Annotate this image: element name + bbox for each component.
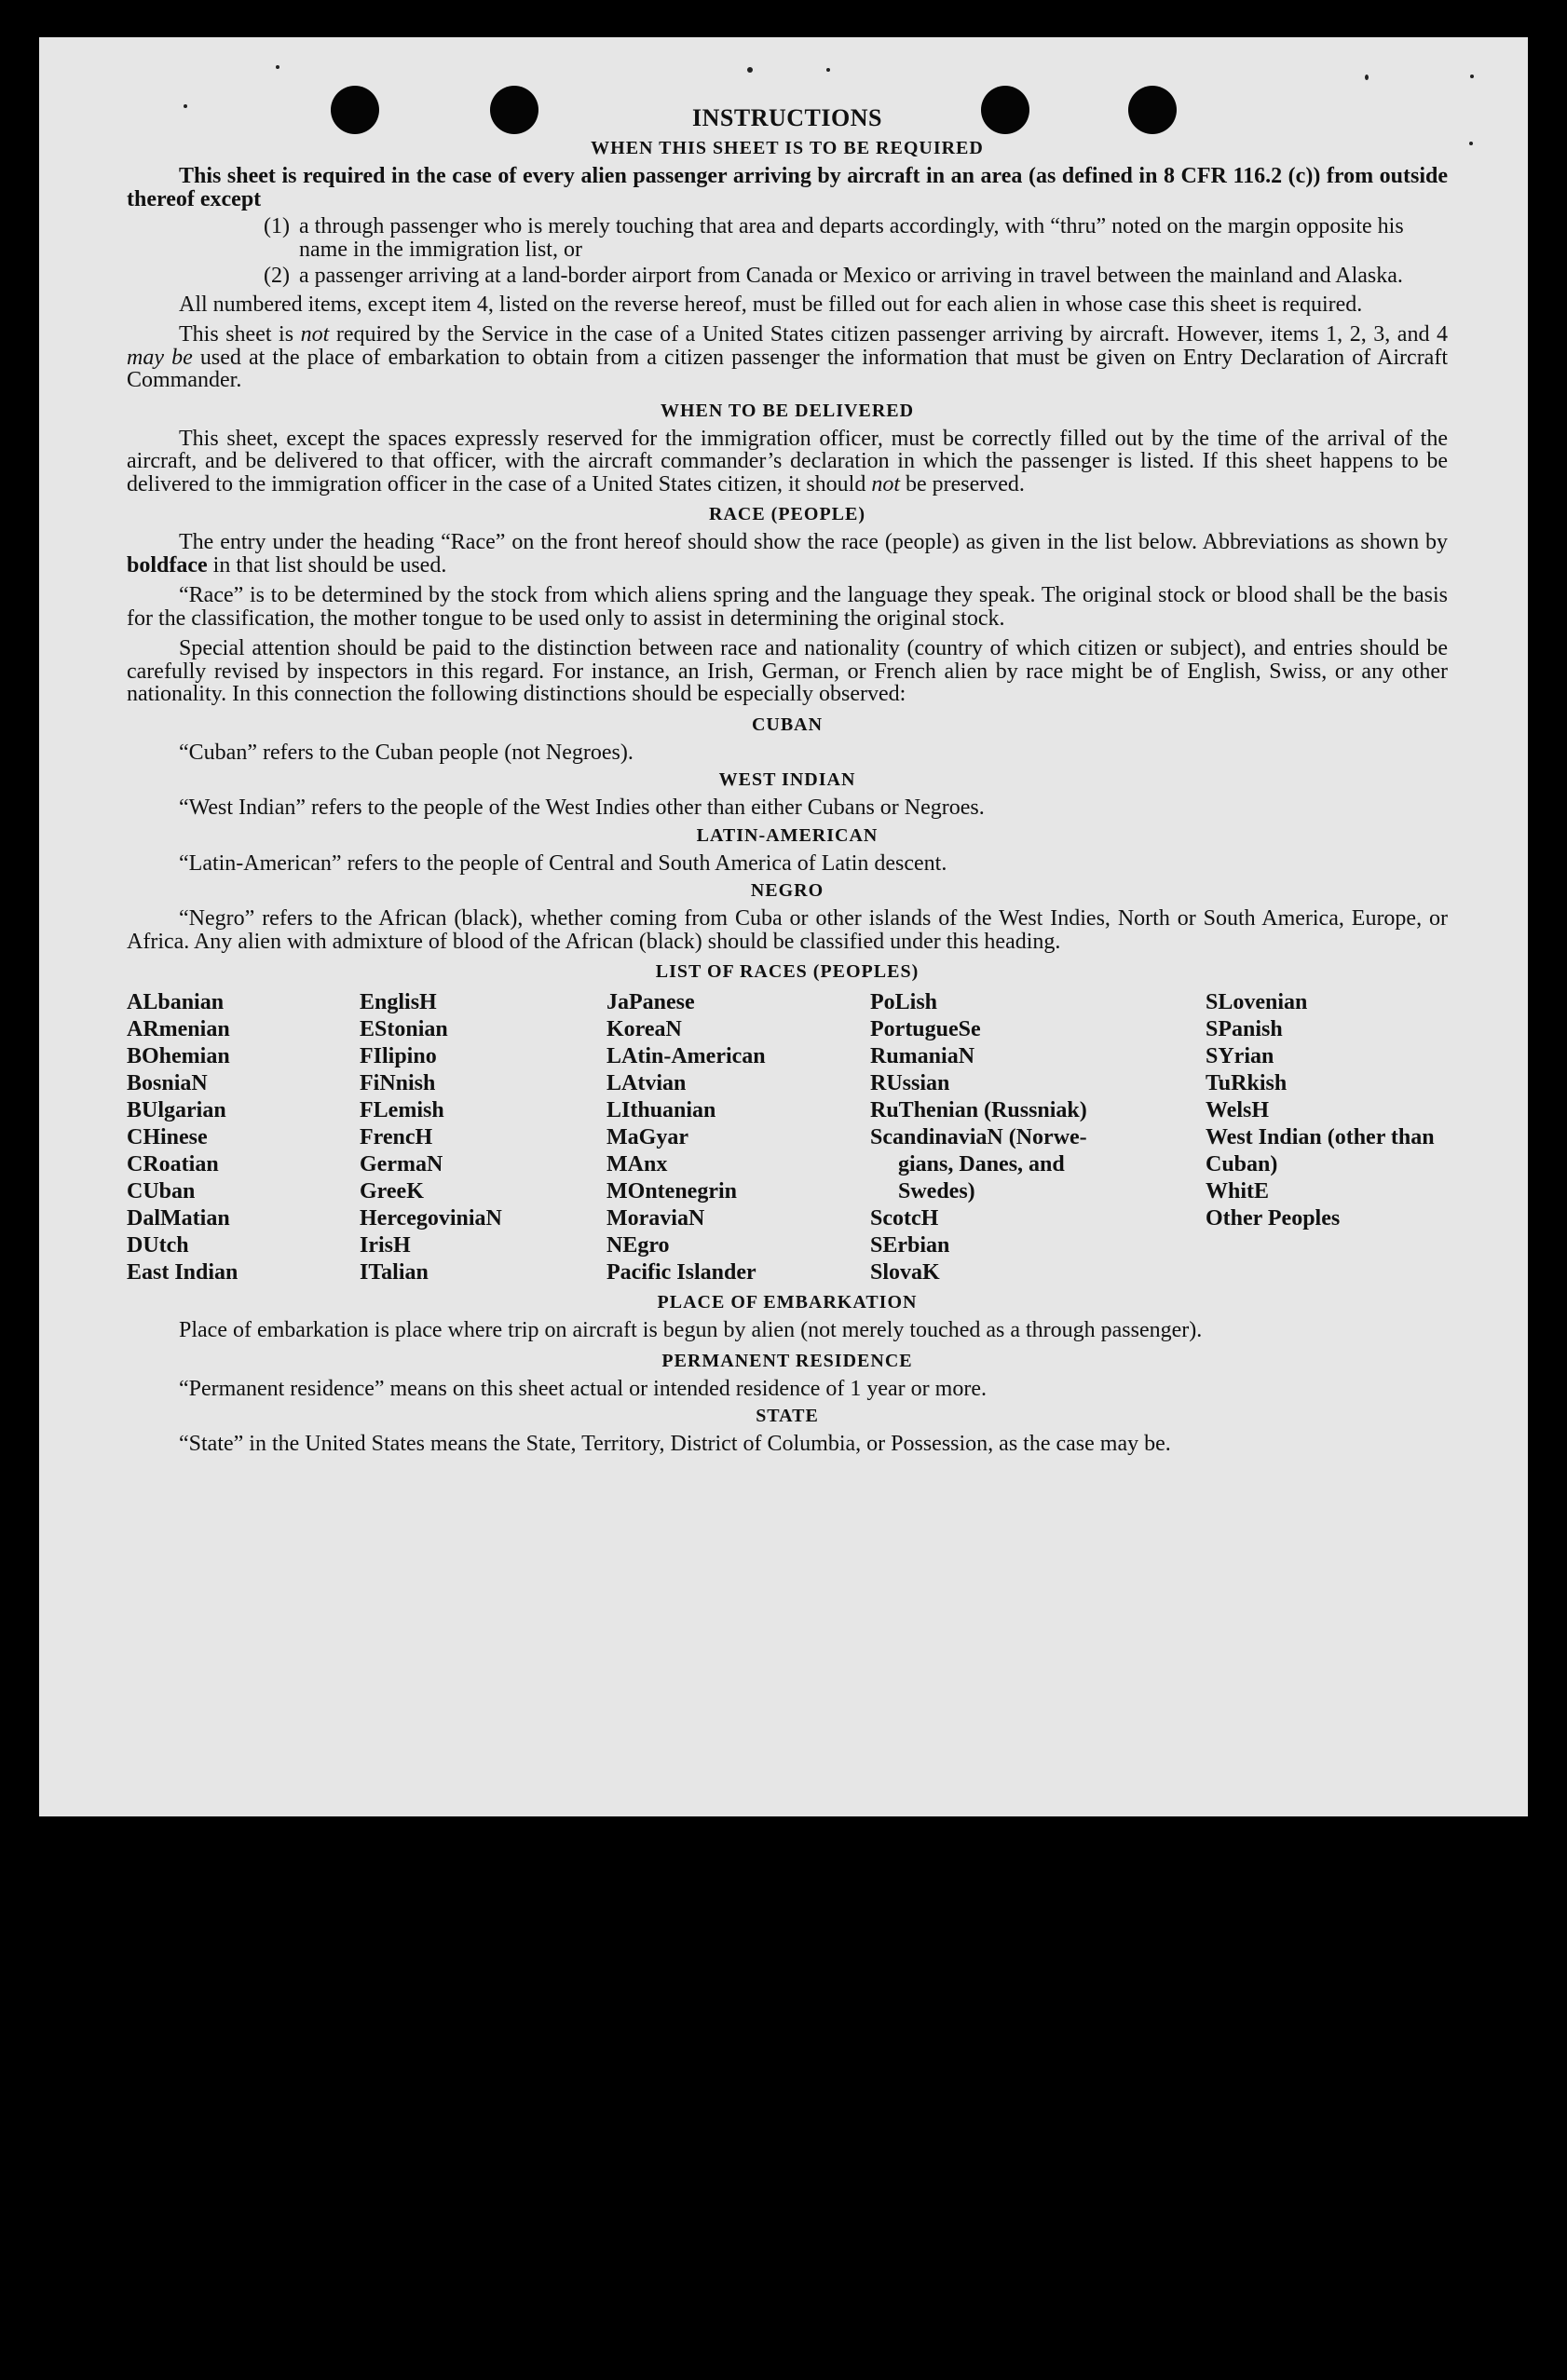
race-entry: MOntenegrin: [606, 1179, 737, 1204]
race-entry: GermaN: [360, 1152, 443, 1176]
section-heading-delivered: WHEN TO BE DELIVERED: [660, 400, 915, 421]
race-entry: WhitE: [1206, 1179, 1270, 1204]
race-entry: Swedes): [898, 1179, 975, 1204]
race-entry: JaPanese: [606, 990, 695, 1014]
paragraph-residence: “Permanent residence” means on this sheet actual or intended residence of 1 year or more.: [179, 1376, 987, 1401]
races-column: [1206, 989, 1446, 1286]
race-entry: BUlgarian: [127, 1098, 226, 1122]
race-entry: MoraviaN: [606, 1206, 705, 1231]
paragraph-race-3: Special attention should be paid to the distinction between race and nationality (country of which citizen or subject), and entries should be carefully revised by inspectors in this regard. For instance, an Irish, German, or French alien by race might be of English, Swiss, or any other nationality. In this connection the following distinctions should be especially observed:: [127, 636, 1448, 706]
race-entry: NEgro: [606, 1233, 670, 1258]
race-entry: CRoatian: [127, 1152, 219, 1176]
race-entry: gians, Danes, and: [898, 1152, 1065, 1176]
section-heading-state: STATE: [756, 1406, 819, 1426]
exception-item: [127, 265, 1448, 288]
race-entry: LIthuanian: [606, 1098, 716, 1122]
paragraph-negro: “Negro” refers to the African (black), whether coming from Cuba or other islands of the West Indies, North or South America, Europe, or Africa. Any alien with admixture of blood of the African (black) should be classified under this heading.: [127, 906, 1448, 954]
speck: [1469, 142, 1473, 145]
race-entry: PoLish: [870, 990, 938, 1014]
exception-number: (1): [264, 214, 290, 238]
race-entry: MaGyar: [606, 1125, 688, 1149]
section-heading-latin-american: LATIN-AMERICAN: [696, 824, 879, 846]
race-entry: West Indian (other than Cuban): [1206, 1125, 1435, 1176]
exception-number: (2): [264, 264, 290, 288]
race-entry: BosniaN: [127, 1071, 208, 1095]
race-entry: ScandinaviaN (Norwe-: [870, 1125, 1087, 1149]
race-entry: FLemish: [360, 1098, 444, 1122]
section-heading-west-indian: WEST INDIAN: [718, 769, 856, 790]
race-entry: East Indian: [127, 1260, 238, 1285]
race-entry: CHinese: [127, 1125, 208, 1149]
section-heading-negro: NEGRO: [750, 880, 824, 901]
speck: [1365, 75, 1369, 80]
races-column: [360, 989, 606, 1286]
race-entry: FIlipino: [360, 1044, 437, 1068]
race-entry: SLovenian: [1206, 990, 1308, 1014]
document-sheet: [39, 37, 1528, 1816]
race-entry: HercegoviniaN: [360, 1206, 502, 1231]
section-heading-cuban: CUBAN: [751, 714, 824, 735]
race-entry: SErbian: [870, 1233, 950, 1258]
paragraph-required: This sheet is required in the case of every alien passenger arriving by aircraft in an area (as defined in 8 CFR 116.2 (c)) from outside thereof except: [127, 164, 1448, 211]
races-column: [870, 989, 1206, 1286]
race-entry: SYrian: [1206, 1044, 1274, 1068]
race-entry: FiNnish: [360, 1071, 436, 1095]
race-entry: PortugueSe: [870, 1017, 981, 1041]
race-entry: KoreaN: [606, 1017, 682, 1041]
paragraph-west-indian: “West Indian” refers to the people of the West Indies other than either Cubans or Negroes.: [179, 796, 985, 820]
paragraph-citizen: This sheet is not required by the Service in the case of a United States citizen passenger arriving by aircraft. However, items 1, 2, 3, and 4 may be used at the place of embarkation to obtain from a citizen passenger the information that must be given on Entry Declaration of Aircraft Commander.: [127, 322, 1448, 392]
race-entry: LAtvian: [606, 1071, 687, 1095]
race-entry: ScotcH: [870, 1206, 939, 1231]
race-entry: Other Peoples: [1206, 1206, 1341, 1231]
race-entry: FrencH: [360, 1125, 433, 1149]
race-entry: LAtin-American: [606, 1044, 766, 1068]
races-column: [127, 989, 360, 1286]
speck: [276, 65, 279, 69]
race-entry: TuRkish: [1206, 1071, 1288, 1095]
race-entry: RUssian: [870, 1071, 950, 1095]
page-title: INSTRUCTIONS: [692, 104, 882, 131]
race-entry: DUtch: [127, 1233, 189, 1258]
race-entry: WelsH: [1206, 1098, 1270, 1122]
section-heading-race: RACE (PEOPLE): [709, 504, 865, 524]
race-entry: RumaniaN: [870, 1044, 975, 1068]
race-entry: ALbanian: [127, 990, 225, 1014]
exception-text: a passenger arriving at a land-border airport from Canada or Mexico or arriving in travel between the mainland and Alaska.: [299, 264, 1403, 288]
race-entry: MAnx: [606, 1152, 668, 1176]
races-list: [127, 989, 1448, 1286]
speck: [747, 67, 753, 73]
paragraph-cuban: “Cuban” refers to the Cuban people (not Negroes).: [179, 740, 634, 765]
race-entry: ARmenian: [127, 1017, 230, 1041]
paragraph-numbered-items: All numbered items, except item 4, listed on the reverse hereof, must be filled out for each alien in whose case this sheet is required.: [179, 292, 1363, 317]
speck: [1470, 75, 1474, 78]
section-heading-required: WHEN THIS SHEET IS TO BE REQUIRED: [591, 138, 984, 158]
exception-item: [127, 215, 1448, 261]
race-entry: RuThenian (Russniak): [870, 1098, 1087, 1122]
section-heading-residence: PERMANENT RESIDENCE: [661, 1350, 913, 1371]
race-entry: IrisH: [360, 1233, 411, 1258]
paragraph-race-2: “Race” is to be determined by the stock from which aliens spring and the language they speak. The original stock or blood shall be the basis for the classification, the mother tongue to be used only to assist in determining the original stock.: [127, 583, 1448, 631]
race-entry: BOhemian: [127, 1044, 230, 1068]
race-entry: Pacific Islander: [606, 1260, 756, 1285]
section-heading-embarkation: PLACE OF EMBARKATION: [657, 1292, 918, 1312]
paragraph-latin-american: “Latin-American” refers to the people of Central and South America of Latin descent.: [179, 850, 947, 876]
paragraph-embarkation: Place of embarkation is place where trip on aircraft is begun by alien (not merely touched as a through passenger).: [179, 1318, 1203, 1342]
race-entry: SlovaK: [870, 1260, 940, 1285]
races-column: [606, 989, 870, 1286]
race-entry: GreeK: [360, 1179, 424, 1204]
race-entry: EnglisH: [360, 990, 437, 1014]
race-entry: SPanish: [1206, 1017, 1283, 1041]
race-entry: CUban: [127, 1179, 196, 1204]
section-heading-races-list: LIST OF RACES (PEOPLES): [655, 961, 920, 982]
paragraph-delivered: This sheet, except the spaces expressly reserved for the immigration officer, must be correctly filled out by the time of the arrival of the aircraft, and be delivered to that officer, with the aircraft commander’s declaration in which the passenger is listed. If this sheet happens to be delivered to the immigration officer in the case of a United States citizen, it should not be preserved.: [127, 426, 1448, 496]
race-entry: ITalian: [360, 1260, 429, 1285]
paragraph-race-1: The entry under the heading “Race” on the front hereof should show the race (people) as given in the list below. Abbreviations as shown by boldface in that list should be used.: [127, 530, 1448, 578]
instructions-text: [127, 104, 1448, 1463]
exception-text: a through passenger who is merely touching that area and departs accordingly, with “thru” noted on the margin opposite his name in the immigration list, or: [299, 214, 1404, 262]
speck: [826, 68, 830, 72]
paragraph-state: “State” in the United States means the State, Territory, District of Columbia, or Possession, as the case may be.: [179, 1432, 1171, 1456]
race-entry: EStonian: [360, 1017, 448, 1041]
race-entry: DalMatian: [127, 1206, 230, 1231]
